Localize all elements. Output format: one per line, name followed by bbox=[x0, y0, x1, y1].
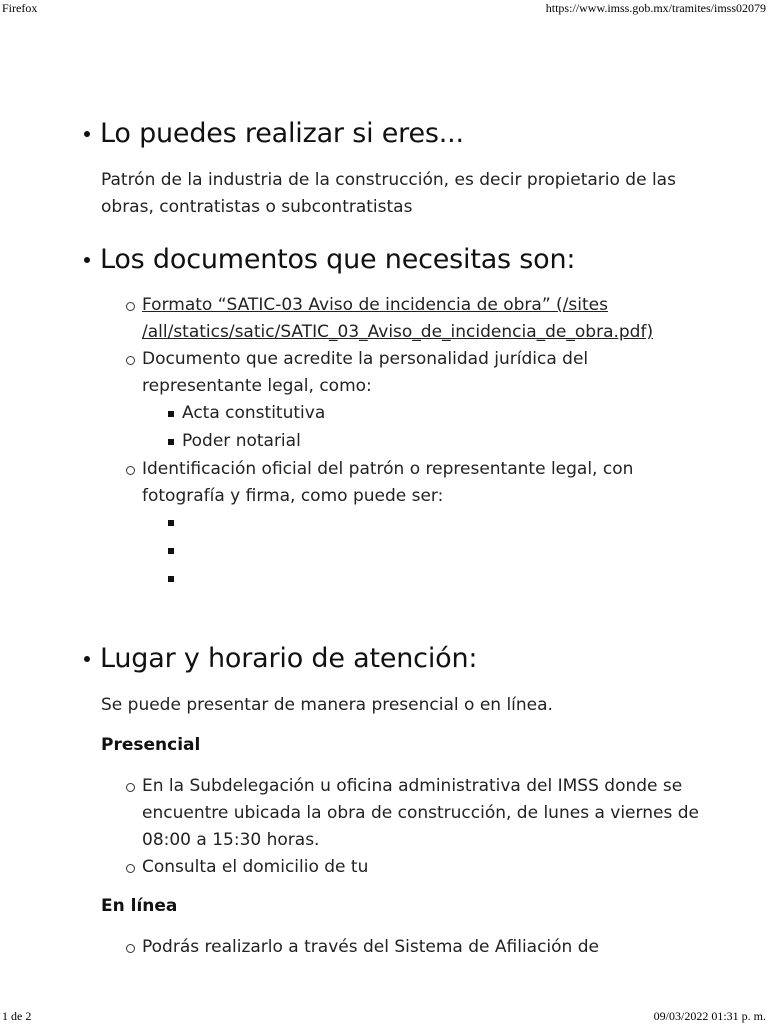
circle-bullet-icon bbox=[126, 944, 135, 953]
heading-lo-puedes-realizar: Lo puedes realizar si eres... bbox=[84, 118, 464, 149]
subitem-acta: Acta constitutiva bbox=[182, 403, 326, 423]
page-url: https://www.imss.gob.mx/tramites/imss02079 bbox=[545, 1, 766, 15]
subheading-en-linea: En línea bbox=[101, 896, 178, 916]
page-counter: 1 de 2 bbox=[2, 1009, 32, 1023]
eligibility-text: Patrón de la industria de la construcción, es decir propietario de las obras, contratistas o subcontratistas bbox=[101, 170, 676, 217]
subitem-poder: Poder notarial bbox=[182, 431, 301, 451]
modalidad-text: Se puede presentar de manera presencial o en línea. bbox=[101, 695, 553, 715]
satic-03-link[interactable]: Formato “SATIC-03 Aviso de incidencia de obra” (/sites /all/statics/satic/SATIC_03_Aviso_de_incidencia_de_obra.pdf) bbox=[142, 295, 654, 342]
square-bullet-icon bbox=[168, 548, 174, 554]
square-bullet-icon bbox=[168, 439, 174, 445]
print-header bbox=[0, 1, 768, 16]
presencial-item-subdelegacion: En la Subdelegación u oficina administrativa del IMSS donde se encuentre ubicada la obra de construcción, de lunes a viernes de 08:00 a 15:30 horas. bbox=[142, 776, 699, 850]
square-bullet-icon bbox=[168, 411, 174, 417]
print-timestamp: 09/03/2022 01:31 p. m. bbox=[653, 1009, 766, 1023]
bullet-icon bbox=[84, 656, 90, 662]
presencial-item-domicilio: Consulta el domicilio de tu bbox=[142, 857, 369, 877]
enlinea-item-sistema: Podrás realizarlo a través del Sistema de Afiliación de bbox=[142, 937, 599, 957]
circle-bullet-icon bbox=[126, 864, 135, 873]
square-bullet-icon bbox=[168, 576, 174, 582]
circle-bullet-icon bbox=[126, 356, 135, 365]
subheading-presencial: Presencial bbox=[101, 735, 201, 755]
circle-bullet-icon bbox=[126, 783, 135, 792]
document-item-formato[interactable] bbox=[142, 292, 712, 346]
heading-lugar-horario: Lugar y horario de atención: bbox=[84, 643, 477, 674]
document-item-identificacion: Identificación oficial del patrón o representante legal, con fotografía y firma, como puede ser: bbox=[142, 459, 634, 506]
square-bullet-icon bbox=[168, 520, 174, 526]
bullet-icon bbox=[84, 131, 90, 137]
document-item-personalidad: Documento que acredite la personalidad jurídica del representante legal, como: bbox=[142, 349, 589, 396]
bullet-icon bbox=[84, 257, 90, 263]
circle-bullet-icon bbox=[126, 302, 135, 311]
heading-documentos: Los documentos que necesitas son: bbox=[84, 244, 575, 275]
print-footer bbox=[0, 1009, 768, 1024]
circle-bullet-icon bbox=[126, 466, 135, 475]
browser-name: Firefox bbox=[2, 1, 38, 15]
